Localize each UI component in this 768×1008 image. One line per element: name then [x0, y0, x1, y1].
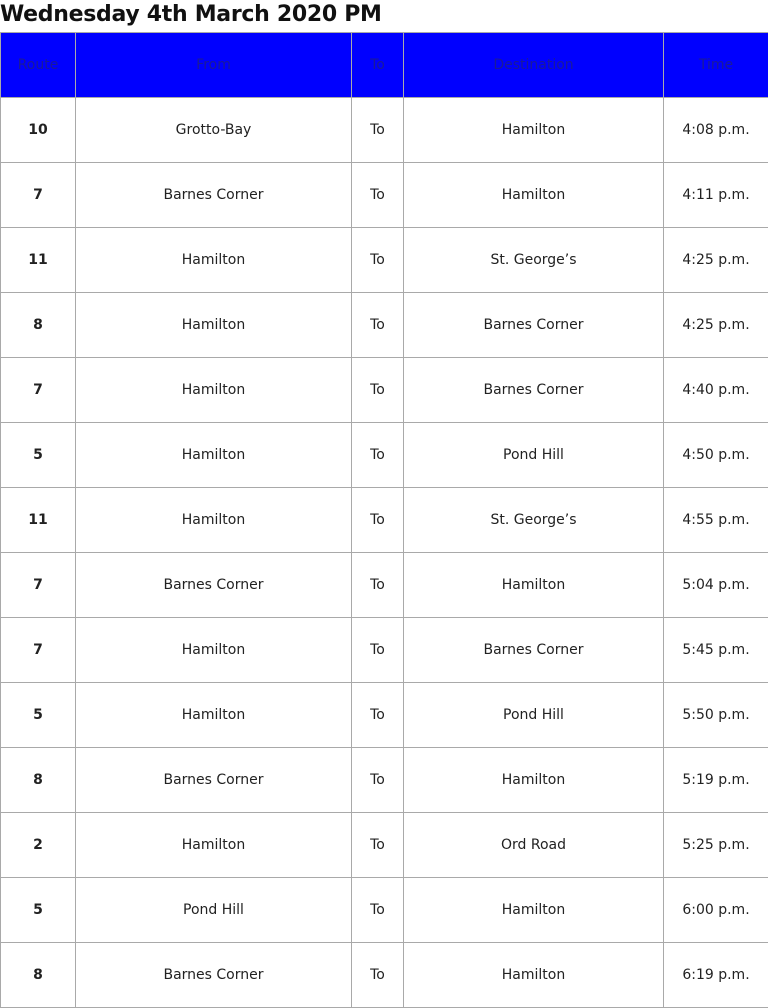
time-cell: 4:11 p.m.	[664, 163, 768, 228]
to-cell: To	[352, 163, 404, 228]
table-row	[1, 228, 768, 293]
column-header-destination: Destination	[404, 33, 664, 98]
time-cell: 5:04 p.m.	[664, 553, 768, 618]
destination-cell: Hamilton	[404, 553, 664, 618]
time-cell: 5:25 p.m.	[664, 813, 768, 878]
time-cell: 4:25 p.m.	[664, 228, 768, 293]
table-row	[1, 98, 768, 163]
time-cell: 5:45 p.m.	[664, 618, 768, 683]
table-row	[1, 683, 768, 748]
column-header-route: Route	[1, 33, 76, 98]
destination-cell: Pond Hill	[404, 423, 664, 488]
route-cell: 11	[1, 228, 76, 293]
destination-cell: Hamilton	[404, 943, 664, 1008]
route-cell: 5	[1, 423, 76, 488]
time-cell: 4:40 p.m.	[664, 358, 768, 423]
route-cell: 5	[1, 878, 76, 943]
table-row	[1, 358, 768, 423]
from-cell: Hamilton	[76, 423, 352, 488]
to-cell: To	[352, 423, 404, 488]
table-body	[1, 98, 768, 1008]
destination-cell: Barnes Corner	[404, 358, 664, 423]
to-cell: To	[352, 618, 404, 683]
table-header	[1, 33, 768, 98]
from-cell: Hamilton	[76, 618, 352, 683]
to-cell: To	[352, 293, 404, 358]
time-cell: 4:50 p.m.	[664, 423, 768, 488]
route-cell: 10	[1, 98, 76, 163]
from-cell: Hamilton	[76, 228, 352, 293]
table-row	[1, 163, 768, 228]
destination-cell: Barnes Corner	[404, 618, 664, 683]
to-cell: To	[352, 683, 404, 748]
table-row	[1, 943, 768, 1008]
destination-cell: St. George’s	[404, 488, 664, 553]
table-row	[1, 748, 768, 813]
to-cell: To	[352, 878, 404, 943]
table-row	[1, 488, 768, 553]
table-row	[1, 553, 768, 618]
table-header-row	[1, 33, 768, 98]
from-cell: Hamilton	[76, 293, 352, 358]
from-cell: Barnes Corner	[76, 553, 352, 618]
from-cell: Barnes Corner	[76, 163, 352, 228]
to-cell: To	[352, 943, 404, 1008]
table-row	[1, 293, 768, 358]
from-cell: Hamilton	[76, 488, 352, 553]
time-cell: 4:55 p.m.	[664, 488, 768, 553]
table-row	[1, 813, 768, 878]
from-cell: Hamilton	[76, 683, 352, 748]
bus-schedule-table	[0, 32, 768, 1008]
table-row	[1, 618, 768, 683]
to-cell: To	[352, 228, 404, 293]
time-cell: 5:19 p.m.	[664, 748, 768, 813]
route-cell: 7	[1, 553, 76, 618]
time-cell: 6:00 p.m.	[664, 878, 768, 943]
from-cell: Barnes Corner	[76, 943, 352, 1008]
page-title: Wednesday 4th March 2020 PM	[0, 2, 382, 27]
to-cell: To	[352, 358, 404, 423]
route-cell: 8	[1, 943, 76, 1008]
from-cell: Barnes Corner	[76, 748, 352, 813]
destination-cell: Hamilton	[404, 163, 664, 228]
from-cell: Hamilton	[76, 813, 352, 878]
destination-cell: Hamilton	[404, 98, 664, 163]
destination-cell: St. George’s	[404, 228, 664, 293]
from-cell: Hamilton	[76, 358, 352, 423]
to-cell: To	[352, 813, 404, 878]
destination-cell: Barnes Corner	[404, 293, 664, 358]
to-cell: To	[352, 553, 404, 618]
route-cell: 2	[1, 813, 76, 878]
time-cell: 4:25 p.m.	[664, 293, 768, 358]
route-cell: 11	[1, 488, 76, 553]
to-cell: To	[352, 488, 404, 553]
table-row	[1, 423, 768, 488]
column-header-time: Time	[664, 33, 768, 98]
time-cell: 4:08 p.m.	[664, 98, 768, 163]
route-cell: 8	[1, 748, 76, 813]
destination-cell: Hamilton	[404, 748, 664, 813]
time-cell: 5:50 p.m.	[664, 683, 768, 748]
route-cell: 8	[1, 293, 76, 358]
from-cell: Grotto-Bay	[76, 98, 352, 163]
destination-cell: Hamilton	[404, 878, 664, 943]
route-cell: 7	[1, 618, 76, 683]
to-cell: To	[352, 98, 404, 163]
destination-cell: Pond Hill	[404, 683, 664, 748]
column-header-from: From	[76, 33, 352, 98]
time-cell: 6:19 p.m.	[664, 943, 768, 1008]
from-cell: Pond Hill	[76, 878, 352, 943]
to-cell: To	[352, 748, 404, 813]
table-row	[1, 878, 768, 943]
route-cell: 7	[1, 163, 76, 228]
route-cell: 5	[1, 683, 76, 748]
route-cell: 7	[1, 358, 76, 423]
column-header-to: To	[352, 33, 404, 98]
destination-cell: Ord Road	[404, 813, 664, 878]
